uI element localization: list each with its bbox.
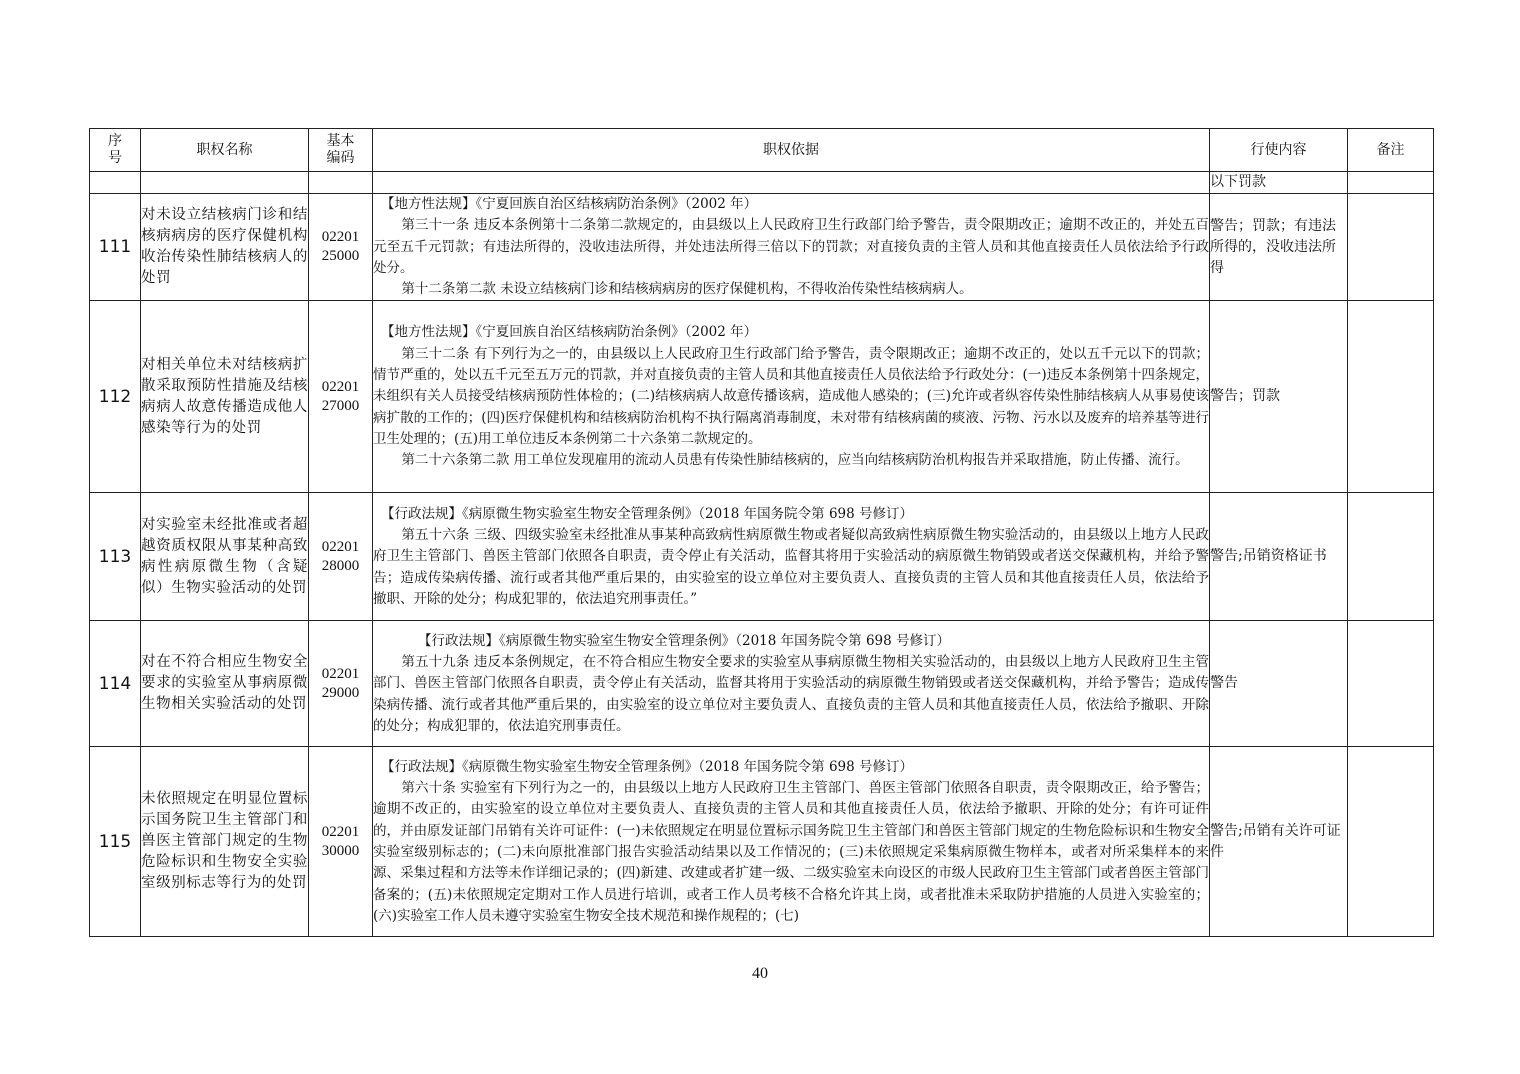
basis-article: 第十二条第二款 未设立结核病门诊和结核病病房的医疗保健机构，不得收治传染性结核病病人。 [401,281,973,298]
row-seq: 115 [90,747,141,937]
basis-article: 第六十条 实验室有下列行为之一的，由县级以上地方人民政府卫生主管部门、兽医主管部门依照各自职责，责令限期改正，给予警告；逾期不改正的，由实验室的设立单位对主要负责人、直接负责的主管人员和其他直接责任人员，依法给予撤职、开除的处分；有许可证件的，并由原发证部门吊销有关许可证件：(一)未依照规定在明显位置标示国务院卫生主管部门和兽医主管部门规定的生物危险标识和生物安全实验室级别标志的；(二)未向原批准部门报告实验活动结果以及工作情况的；(三)未依照规定采集病原微生物样本，或者对所采集样本的来源、采集过程和方法等未作详细记录的；(四)新建、改建或者扩建一级、二级实验室未向设区的市级人民政府卫生主管部门或者兽医主管部门备案的；(五)未依照规定定期对工作人员进行培训，或者工作人员考核不合格允许其上岗，或者批准未采取防护措施的人员进入实验室的；(六)实验室工作人员未遵守实验室生物安全技术规范和操作规程的；(七) [373,780,1209,924]
row-basis [373,747,1210,937]
basis-article: 第三十一条 违反本条例第十二条第二款规定的，由县级以上人民政府卫生行政部门给予警告，责令限期改正；逾期不改正的，并处五百元至五千元罚款；有违法所得的，没收违法所得，并处违法所得三倍以下的罚款；对直接负责的主管人员和其他直接责任人员依法给予行政处分。 [373,217,1209,276]
row-content: 警告 [1210,621,1348,747]
row-note [1348,621,1434,747]
table-row [90,301,1434,493]
row-basis [373,621,1210,747]
header-row [90,129,1434,172]
table-row [90,194,1434,301]
continuation-row [90,172,1434,194]
basis-source: 【地方性法规】《宁夏回族自治区结核病防治条例》（2002 年） [381,196,758,212]
row-code: 02201 29000 [309,621,373,747]
basis-source: 【行政法规】《病原微生物实验室生物安全管理条例》（2018 年国务院令第 698 号修订） [381,505,913,522]
row-note [1348,493,1434,621]
basis-source: 【行政法规】《病原微生物实验室生物安全管理条例》（2018 年国务院令第 698 号修订） [418,632,950,649]
basis-article: 第三十二条 有下列行为之一的，由县级以上人民政府卫生行政部门给予警告，责令限期改正；逾期不改正的，处以五千元以下的罚款；情节严重的，处以五千元至五万元的罚款，并对直接负责的主管人员和其他直接责任人员依法给予行政处分：(一)违反本条例第十四条规定，未组织有关人员接受结核病预防性体检的；(二)结核病病人故意传播该病，造成他人感染的；(三)允许或者纵容传染性肺结核病人从事易使该病扩散的工作的；(四)医疗保健机构和结核病防治机构不执行隔离消毒制度，未对带有结核病菌的痰液、污物、污水以及废弃的培养基等进行卫生处理的；(五)用工单位违反本条例第二十六条第二款规定的。 [373,345,1209,447]
header-name: 职权名称 [141,129,309,172]
row-basis [373,301,1210,493]
header-content: 行使内容 [1210,129,1348,172]
row-content: 警告；罚款；有违法所得的，没收违法所得 [1210,194,1348,301]
row-name: 对相关单位未对结核病扩散采取预防性措施及结核病病人故意传播造成他人感染等行为的处罚 [141,301,309,493]
basis-article: 第五十九条 违反本条例规定，在不符合相应生物安全要求的实验室从事病原微生物相关实验活动的，由县级以上地方人民政府卫生主管部门、兽医主管部门依照各自职责，责令停止有关活动，监督其将用于实验活动的病原微生物销毁或者送交保藏机构，并给予警告；造成传染病传播、流行或者其他严重后果的，由实验室的设立单位对主要负责人、直接负责的主管人员和其他直接责任人员，依法给予撤职、开除的处分；构成犯罪的，依法追究刑事责任。 [373,654,1209,734]
row-code: 02201 30000 [309,747,373,937]
basis-source: 【地方性法规】《宁夏回族自治区结核病防治条例》（2002 年） [381,324,758,341]
page-number: 40 [752,965,768,982]
header-code: 基本编码 [309,129,373,172]
row-code: 02201 28000 [309,493,373,621]
table-row [90,747,1434,937]
basis-source: 【行政法规】《病原微生物实验室生物安全管理条例》（2018 年国务院令第 698 号修订） [381,758,913,775]
row-code: 02201 25000 [309,194,373,301]
row-content: 警告;吊销有关许可证件 [1210,747,1348,937]
authority-table [89,128,1434,937]
header-basis: 职权依据 [373,129,1210,172]
row-seq: 113 [90,493,141,621]
table-row [90,493,1434,621]
basis-article: 第二十六条第二款 用工单位发现雇用的流动人员患有传染性肺结核病的，应当向结核病防治机构报告并采取措施，防止传播、流行。 [401,452,1189,469]
row-name: 未依照规定在明显位置标示国务院卫生主管部门和兽医主管部门规定的生物危险标识和生物安全实验室级别标志等行为的处罚 [141,747,309,937]
row-note [1348,194,1434,301]
row-name: 对在不符合相应生物安全要求的实验室从事病原微生物相关实验活动的处罚 [141,621,309,747]
row-seq: 114 [90,621,141,747]
header-seq: 序号 [90,129,141,172]
basis-article: 第五十六条 三级、四级实验室未经批准从事某种高致病性病原微生物或者疑似高致病性病原微生物实验活动的，由县级以上地方人民政府卫生主管部门、兽医主管部门依照各自职责，责令停止有关活动，监督其将用于实验活动的病原微生物销毁或者送交保藏机构，并给予警告；造成传染病传播、流行或者其他严重后果的，由实验室的设立单位对主要负责人、直接负责的主管人员和其他直接责任人员，依法给予撤职、开除的处分；构成犯罪的，依法追究刑事责任。” [373,527,1209,607]
row-code: 02201 27000 [309,301,373,493]
row-seq: 112 [90,301,141,493]
row-note [1348,301,1434,493]
continuation-content: 以下罚款 [1210,172,1348,194]
row-seq: 111 [90,194,141,301]
row-basis [373,493,1210,621]
row-basis [373,194,1210,301]
header-note: 备注 [1348,129,1434,172]
row-content: 警告；罚款 [1210,301,1348,493]
row-note [1348,747,1434,937]
table-row [90,621,1434,747]
row-name: 对实验室未经批准或者超越资质权限从事某种高致病性病原微生物（含疑似）生物实验活动的处罚 [141,493,309,621]
row-content: 警告;吊销资格证书 [1210,493,1348,621]
row-name: 对未设立结核病门诊和结核病病房的医疗保健机构收治传染性肺结核病人的处罚 [141,194,309,301]
